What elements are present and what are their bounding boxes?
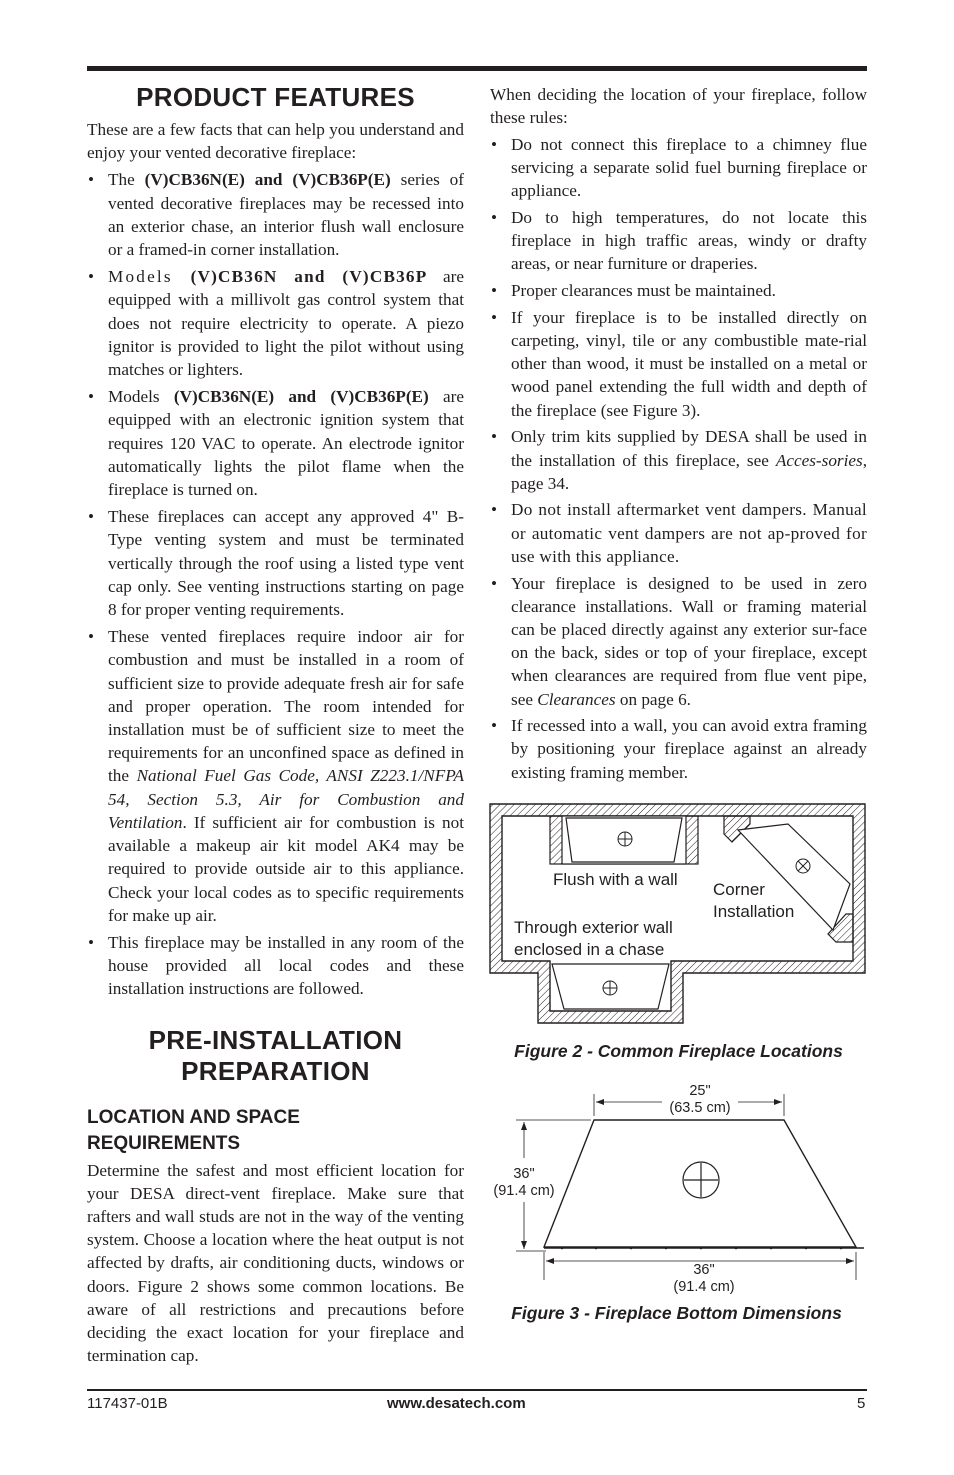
list-item — [87, 168, 464, 261]
list-item: • This fireplace may be installed in any room of the house provided all local codes and these installation instructions are followed. — [87, 931, 464, 1001]
pre-installation-heading — [87, 1025, 464, 1087]
list-item — [490, 572, 867, 711]
text: Your fireplace is designed to be used in zero clearance installations. Wall or framing material can be placed directly against any exterior sur-face on the back, sides or top of your fireplace, except when clearances are required from flue vent pipe, see — [511, 573, 867, 709]
product-features-list — [87, 168, 464, 1000]
bottom-dimension-cm: (91.4 cm) — [673, 1279, 735, 1295]
top-rule — [87, 66, 867, 71]
list-item: • These fireplaces can accept any approved 4" B-Type venting system and must be terminated vertically through the roof using a listed type vent cap only. See venting instructions starting on page 8 for proper venting requirements. — [87, 505, 464, 621]
doc-number: 117437-01B — [87, 1395, 168, 1412]
location-space-subheading — [87, 1105, 464, 1157]
rules-list — [490, 133, 867, 784]
figure-2-caption: Figure 2 - Common Fireplace Locations — [514, 1041, 843, 1061]
fireplace-bottom-outline — [544, 1120, 856, 1247]
chase-label-line2: enclosed in a chase — [514, 940, 665, 959]
model-names: (V)CB36N and (V)CB36P — [190, 267, 428, 287]
corner-label-line2: Installation — [713, 902, 795, 921]
text: Only trim kits supplied by DESA shall be used in the installation of this fireplace, see — [511, 427, 867, 470]
list-item — [87, 625, 464, 927]
list-item: • If recessed into a wall, you can avoid extra framing by positioning your fireplace against an already existing framing member. — [490, 714, 867, 784]
flush-wall-label: Flush with a wall — [553, 870, 678, 889]
flush-fireplace — [566, 818, 682, 862]
website-link[interactable]: www.desatech.com — [387, 1395, 526, 1412]
bottom-rule — [87, 1389, 867, 1391]
location-paragraph: Determine the safest and most efficient location for your DESA direct-vent fireplace. Make sure that rafters and wall studs are not in the way of the venting system. Choose a location where the heat output is not affected by drafts, air conditioning ducts, windows or doors. Figure 2 shows some common locations. Be aware of all restrictions and precautions before deciding the exact location for your fireplace and termination cap. — [87, 1160, 464, 1366]
text: , page 34. — [511, 450, 867, 493]
text: . If sufficient air for combustion is not available a makeup air kit model AK4 may be required to provide outside air to this appliance. Check your local codes as to specific requirements for make up air. — [108, 812, 464, 925]
bottom-dimension-in: 36" — [693, 1262, 715, 1278]
text: are equipped with an electronic ignition system that requires 120 VAC to operate. An electrode ignitor automatically lights the pilot flame when the fireplace is turned on. — [108, 387, 465, 500]
left-column — [87, 78, 464, 1367]
top-dimension-in: 25" — [689, 1083, 711, 1099]
code-reference: National Fuel Gas Code, ANSI Z223.1/NFPA 54, Section 5.3, Air for Combustion and Ventilation — [108, 766, 465, 832]
model-names: (V)CB36N(E) and (V)CB36P(E) — [173, 387, 429, 407]
list-item: • Proper clearances must be maintained. — [490, 279, 867, 302]
model-names: (V)CB36N(E) and (V)CB36P(E) — [144, 170, 391, 190]
rules-intro: When deciding the location of your fireplace, follow these rules: — [490, 85, 867, 128]
text: The — [108, 170, 145, 190]
page-number: 5 — [857, 1395, 866, 1412]
product-features-heading: PRODUCT FEATURES — [136, 82, 415, 112]
side-dimension-cm: (91.4 cm) — [493, 1183, 555, 1199]
heading-line: PREPARATION — [181, 1055, 370, 1086]
right-column — [490, 83, 867, 784]
list-item: • Do not connect this fireplace to a chimney flue servicing a separate solid fuel burning fireplace or appliance. — [490, 133, 867, 203]
text: Models — [108, 387, 174, 407]
text: series of vented decorative fireplaces may be recessed into an exterior chase, an interior flush wall enclosure or a framed-in corner installation. — [108, 170, 464, 260]
chase-label-line1: Through exterior wall — [514, 918, 673, 937]
figure-3-diagram — [486, 1080, 870, 1300]
subheading-line: REQUIREMENTS — [87, 1132, 241, 1154]
list-item — [87, 265, 464, 381]
list-item: • If your fireplace is to be installed directly on carpeting, vinyl, tile or any combustible mate-rial other than wood, it must be installed on a metal or wood panel extending the full width and depth of the fireplace (see Figure 3). — [490, 306, 867, 422]
text: These vented fireplaces require indoor air for combustion and must be installed in a room of sufficient size to provide adequate fresh air for safe and proper operation. The room intended for installation must be of sufficient size to meet the requirements for an unconfined space as defined in the — [108, 627, 464, 786]
text: on page 6. — [615, 689, 691, 709]
top-dimension-cm: (63.5 cm) — [669, 1100, 731, 1116]
side-dimension-in: 36" — [513, 1166, 535, 1182]
text: are equipped with a millivolt gas control system that does not require electricity to operate. A piezo ignitor is provided to light the pilot without using matches or lighters. — [108, 267, 464, 380]
product-features-intro: These are a few facts that can help you understand and enjoy your vented decorative fireplace: — [87, 120, 464, 163]
figure-2-diagram — [488, 802, 868, 1028]
subheading-line: LOCATION AND SPACE — [87, 1106, 300, 1128]
corner-label-line1: Corner — [713, 880, 765, 899]
list-item: • Do to high temperatures, do not locate this fireplace in high traffic areas, windy or drafty areas, or near furniture or draperies. — [490, 206, 867, 276]
list-item — [490, 425, 867, 495]
figure-3-caption: Figure 3 - Fireplace Bottom Dimensions — [511, 1303, 842, 1323]
list-item — [87, 385, 464, 501]
section-reference: Clearances — [537, 689, 616, 709]
text: Models — [108, 267, 191, 287]
list-item: • Do not install aftermarket vent dampers. Manual or automatic vent dampers are not ap-proved for use with this appliance. — [490, 498, 867, 568]
section-reference: Acces-sories — [775, 450, 863, 470]
heading-line: PRE-INSTALLATION — [148, 1024, 403, 1055]
